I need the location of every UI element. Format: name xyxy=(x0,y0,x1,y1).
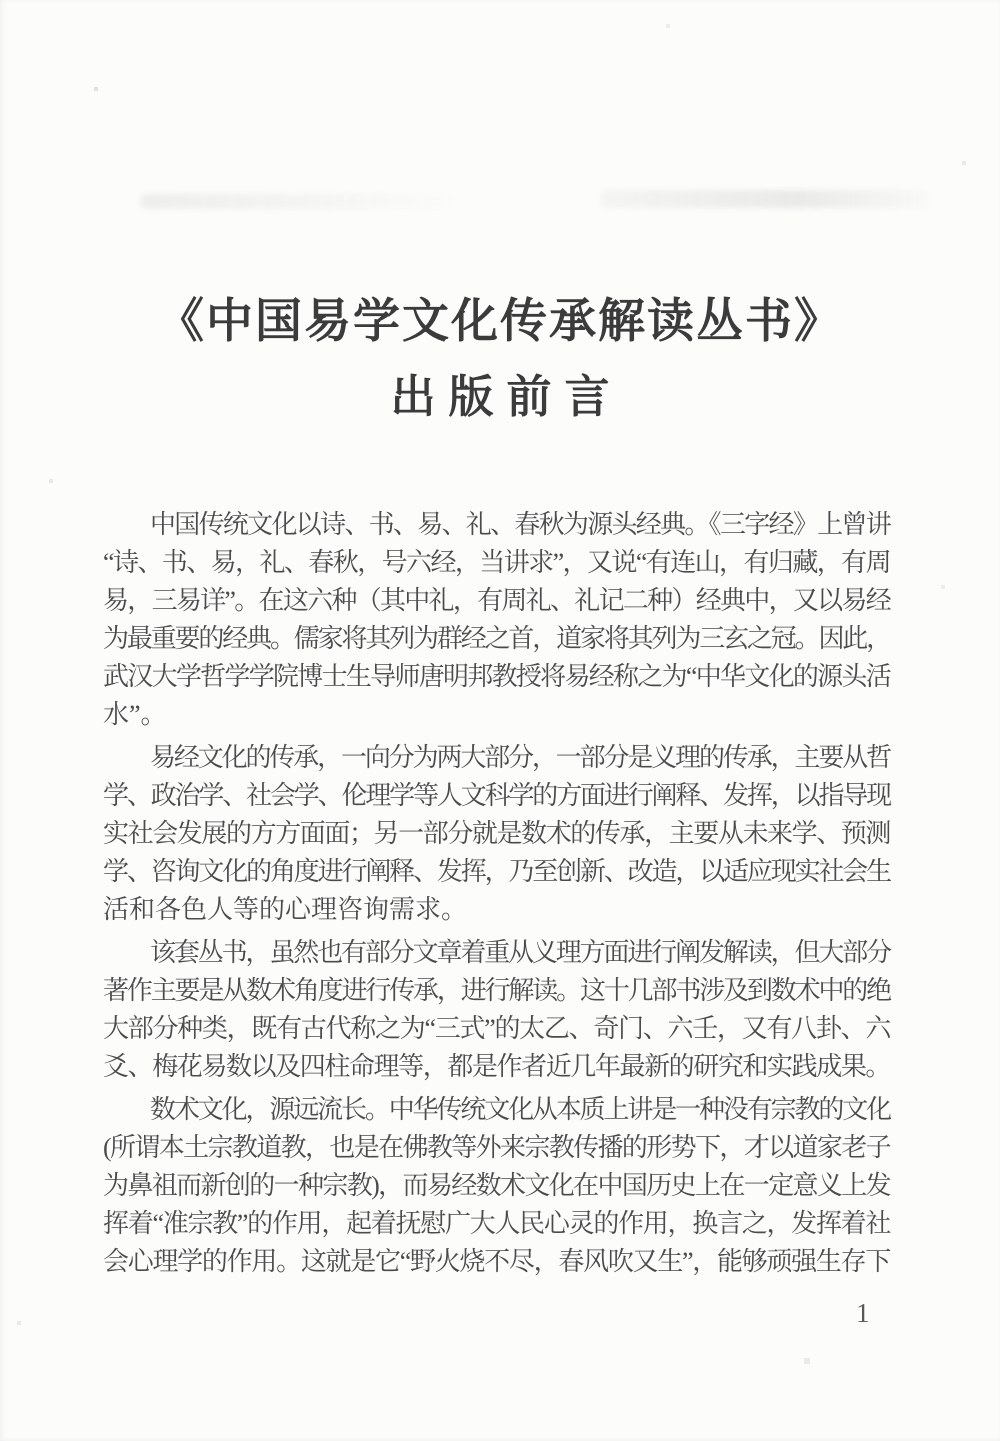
text-line: 学、政治学、社会学、伦理学等人文科学的方面进行阐释、发挥，以指导现 xyxy=(103,781,891,810)
text-line: “诗、书、易，礼、春秋，号六经，当讲求”，又说“有连山，有归藏，有周 xyxy=(103,548,890,577)
text-line: 爻、梅花易数以及四柱命理等，都是作者近几年最新的研究和实践成果。 xyxy=(103,1052,891,1081)
paragraph-1 xyxy=(103,506,890,734)
scan-smudge xyxy=(140,194,460,209)
page-title xyxy=(0,294,1000,424)
text-line: 实社会发展的方方面面；另一部分就是数术的传承，主要从未来学、预测 xyxy=(103,819,891,848)
title-line-2: 出版前言 xyxy=(390,372,623,422)
text-line: 为最重要的经典。儒家将其列为群经之首，道家将其列为三玄之冠。因此， xyxy=(103,624,891,653)
text-line: 水”。 xyxy=(103,700,167,729)
scan-smudge xyxy=(600,190,930,208)
title-line-1: 《中国易学文化传承解读丛书》 xyxy=(157,296,843,348)
text-line: 该套丛书，虽然也有部分文章着重从义理方面进行阐发解读，但大部分 xyxy=(150,938,891,967)
text-line: 为鼻祖而新创的一种宗教)，而易经数术文化在中国历史上在一定意义上发 xyxy=(103,1171,890,1200)
text-line: 大部分种类，既有古代称之为“三式”的太乙、奇门、六壬，又有八卦、六 xyxy=(103,1014,891,1043)
text-line: 会心理学的作用。这就是它“野火烧不尽，春风吹又生”，能够顽强生存下 xyxy=(103,1247,891,1276)
scan-specks xyxy=(0,0,2,2)
text-line: 数术文化，源远流长。中华传统文化从本质上讲是一种没有宗教的文化 xyxy=(150,1095,891,1124)
text-line: 挥着“准宗教”的作用，起着抚慰广大人民心灵的作用，换言之，发挥着社 xyxy=(103,1209,891,1238)
text-line: 活和各色人等的心理咨询需求。 xyxy=(103,895,468,924)
text-line: 著作主要是从数术角度进行传承，进行解读。这十几部书涉及到数术中的绝 xyxy=(103,976,891,1005)
paragraph-4 xyxy=(103,1091,890,1281)
preface-body xyxy=(103,506,890,1281)
text-line: (所谓本土宗教道教，也是在佛教等外来宗教传播的形势下，才以道家老子 xyxy=(103,1133,890,1162)
text-line: 学、咨询文化的角度进行阐释、发挥，乃至创新、改造，以适应现实社会生 xyxy=(103,857,891,886)
text-line: 中国传统文化以诗、书、易、礼、春秋为源头经典。《三字经》上曾讲 xyxy=(150,510,891,539)
text-line: 易经文化的传承，一向分为两大部分，一部分是义理的传承，主要从哲 xyxy=(150,743,891,772)
text-line: 武汉大学哲学学院博士生导师唐明邦教授将易经称之为“中华文化的源头活 xyxy=(103,662,890,691)
paragraph-3 xyxy=(103,934,890,1086)
page-number: 1 xyxy=(856,1298,870,1328)
text-line: 易，三易详”。在这六种（其中礼，有周礼、礼记二种）经典中，又以易经 xyxy=(103,586,890,615)
paragraph-2 xyxy=(103,739,890,929)
